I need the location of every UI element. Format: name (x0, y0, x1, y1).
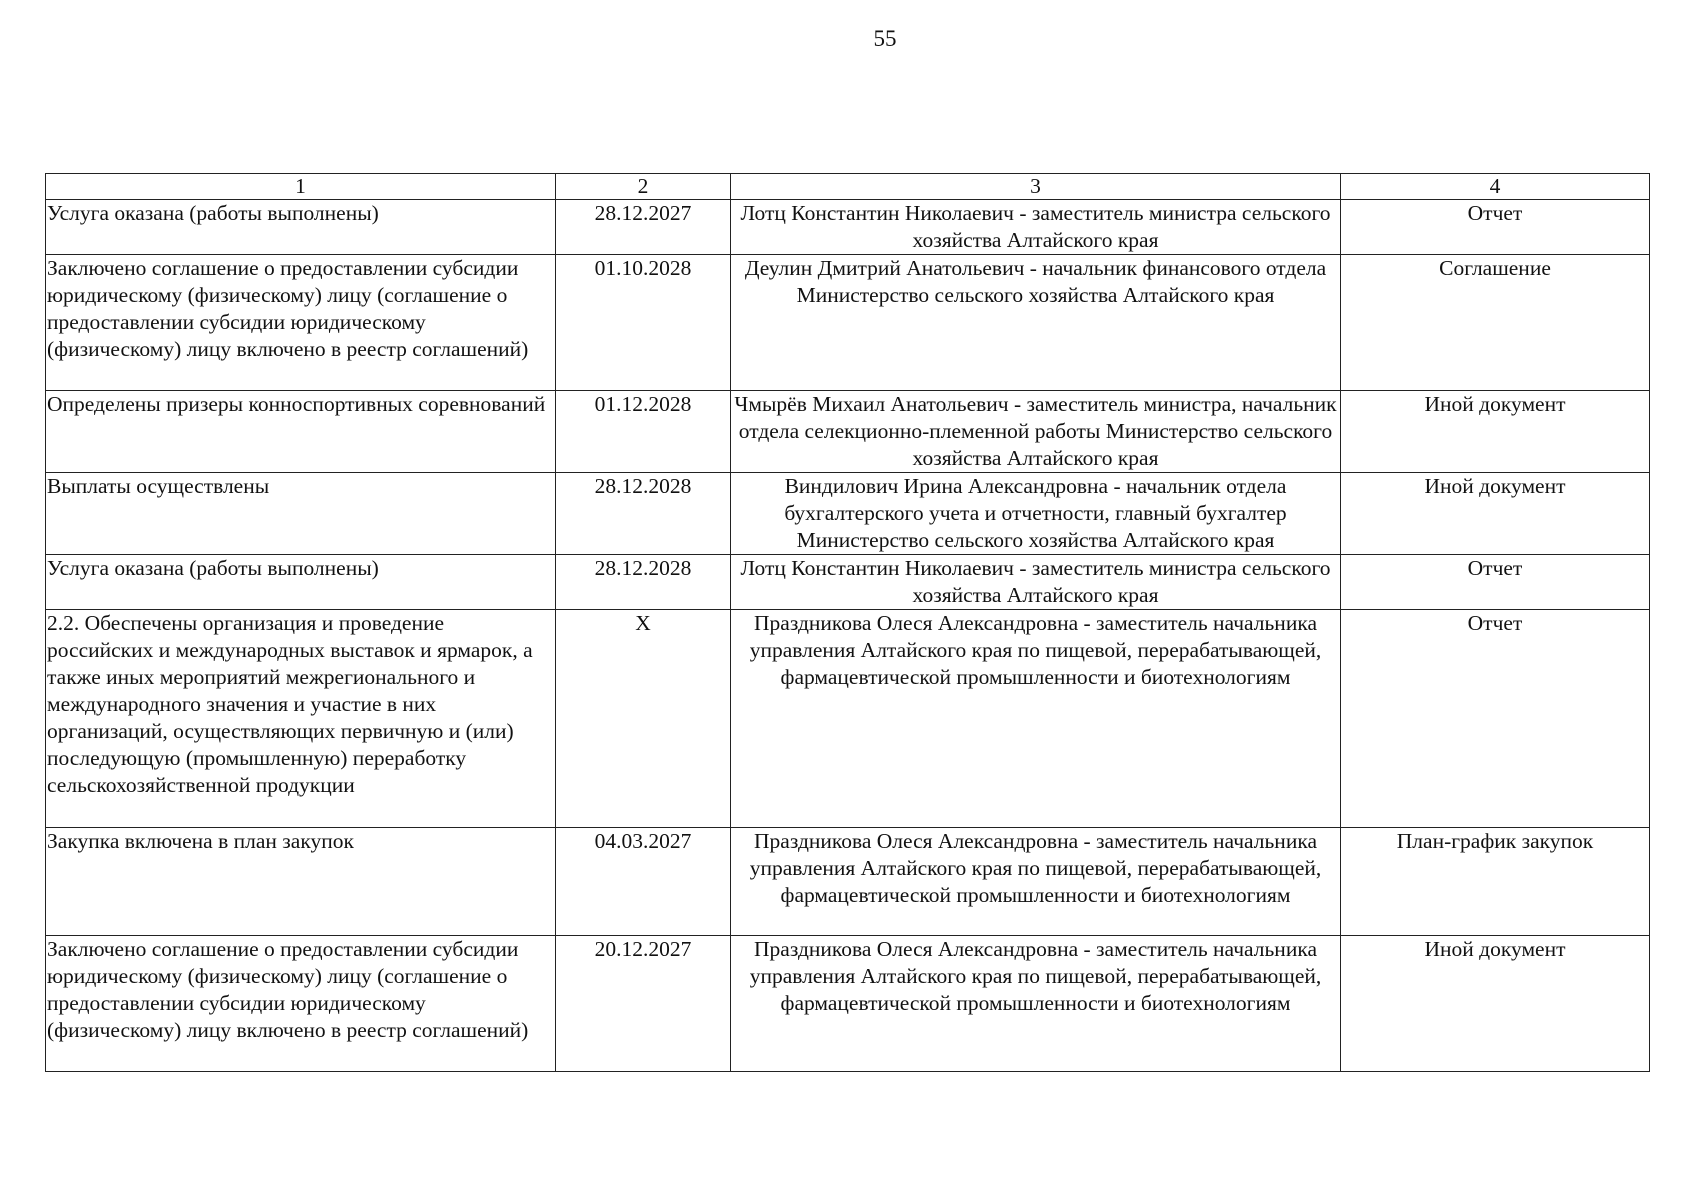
event-cell: Закупка включена в план закупок (46, 828, 556, 936)
document-cell: Отчет (1341, 200, 1650, 255)
responsible-cell: Праздникова Олеся Александровна - заместитель начальника управления Алтайского края по пищевой, перерабатывающей, фармацевтической промышленности и биотехнологиям (731, 610, 1341, 828)
event-cell: Заключено соглашение о предоставлении субсидии юридическому (физическому) лицу (соглашение о предоставлении субсидии юридическому (физическому) лицу включено в реестр соглашений) (46, 936, 556, 1072)
responsible-cell: Праздникова Олеся Александровна - заместитель начальника управления Алтайского края по пищевой, перерабатывающей, фармацевтической промышленности и биотехнологиям (731, 828, 1341, 936)
table-header-row (46, 174, 1650, 200)
column-header: 1 (46, 174, 556, 200)
page-number: 55 (873, 26, 897, 51)
date-cell: 28.12.2028 (556, 473, 731, 555)
event-cell: Услуга оказана (работы выполнены) (46, 200, 556, 255)
column-header: 4 (1341, 174, 1650, 200)
table-row (46, 391, 1650, 473)
date-cell: 01.12.2028 (556, 391, 731, 473)
document-cell: Отчет (1341, 610, 1650, 828)
date-cell: 28.12.2027 (556, 200, 731, 255)
responsible-cell: Лотц Константин Николаевич - заместитель министра сельского хозяйства Алтайского края (731, 555, 1341, 610)
table-row (46, 473, 1650, 555)
event-cell: Определены призеры конноспортивных соревнований (46, 391, 556, 473)
document-cell: Иной документ (1341, 936, 1650, 1072)
schedule-table (45, 173, 1650, 1072)
column-header: 3 (731, 174, 1341, 200)
table-row (46, 555, 1650, 610)
table-row (46, 200, 1650, 255)
responsible-cell: Праздникова Олеся Александровна - заместитель начальника управления Алтайского края по пищевой, перерабатывающей, фармацевтической промышленности и биотехнологиям (731, 936, 1341, 1072)
date-cell: X (556, 610, 731, 828)
event-cell: 2.2. Обеспечены организация и проведение российских и международных выставок и ярмарок, а также иных мероприятий межрегионального и международного значения и участие в них организаций, осуществляющих первичную и (или) последующую (промышленную) переработку сельскохозяйственной продукции (46, 610, 556, 828)
document-cell: Иной документ (1341, 473, 1650, 555)
responsible-cell: Виндилович Ирина Александровна - начальник отдела бухгалтерского учета и отчетности, главный бухгалтер Министерство сельского хозяйства Алтайского края (731, 473, 1341, 555)
responsible-cell: Лотц Константин Николаевич - заместитель министра сельского хозяйства Алтайского края (731, 200, 1341, 255)
date-cell: 28.12.2028 (556, 555, 731, 610)
document-cell: Отчет (1341, 555, 1650, 610)
table-row (46, 610, 1650, 828)
responsible-cell: Деулин Дмитрий Анатольевич - начальник финансового отдела Министерство сельского хозяйства Алтайского края (731, 255, 1341, 391)
responsible-cell: Чмырёв Михаил Анатольевич - заместитель министра, начальник отдела селекционно-племенной работы Министерство сельского хозяйства Алтайского края (731, 391, 1341, 473)
date-cell: 20.12.2027 (556, 936, 731, 1072)
document-cell: План-график закупок (1341, 828, 1650, 936)
document-cell: Иной документ (1341, 391, 1650, 473)
date-cell: 04.03.2027 (556, 828, 731, 936)
table-row (46, 255, 1650, 391)
table-row (46, 828, 1650, 936)
event-cell: Выплаты осуществлены (46, 473, 556, 555)
document-cell: Соглашение (1341, 255, 1650, 391)
event-cell: Заключено соглашение о предоставлении субсидии юридическому (физическому) лицу (соглашение о предоставлении субсидии юридическому (физическому) лицу включено в реестр соглашений) (46, 255, 556, 391)
table-row (46, 936, 1650, 1072)
date-cell: 01.10.2028 (556, 255, 731, 391)
column-header: 2 (556, 174, 731, 200)
event-cell: Услуга оказана (работы выполнены) (46, 555, 556, 610)
